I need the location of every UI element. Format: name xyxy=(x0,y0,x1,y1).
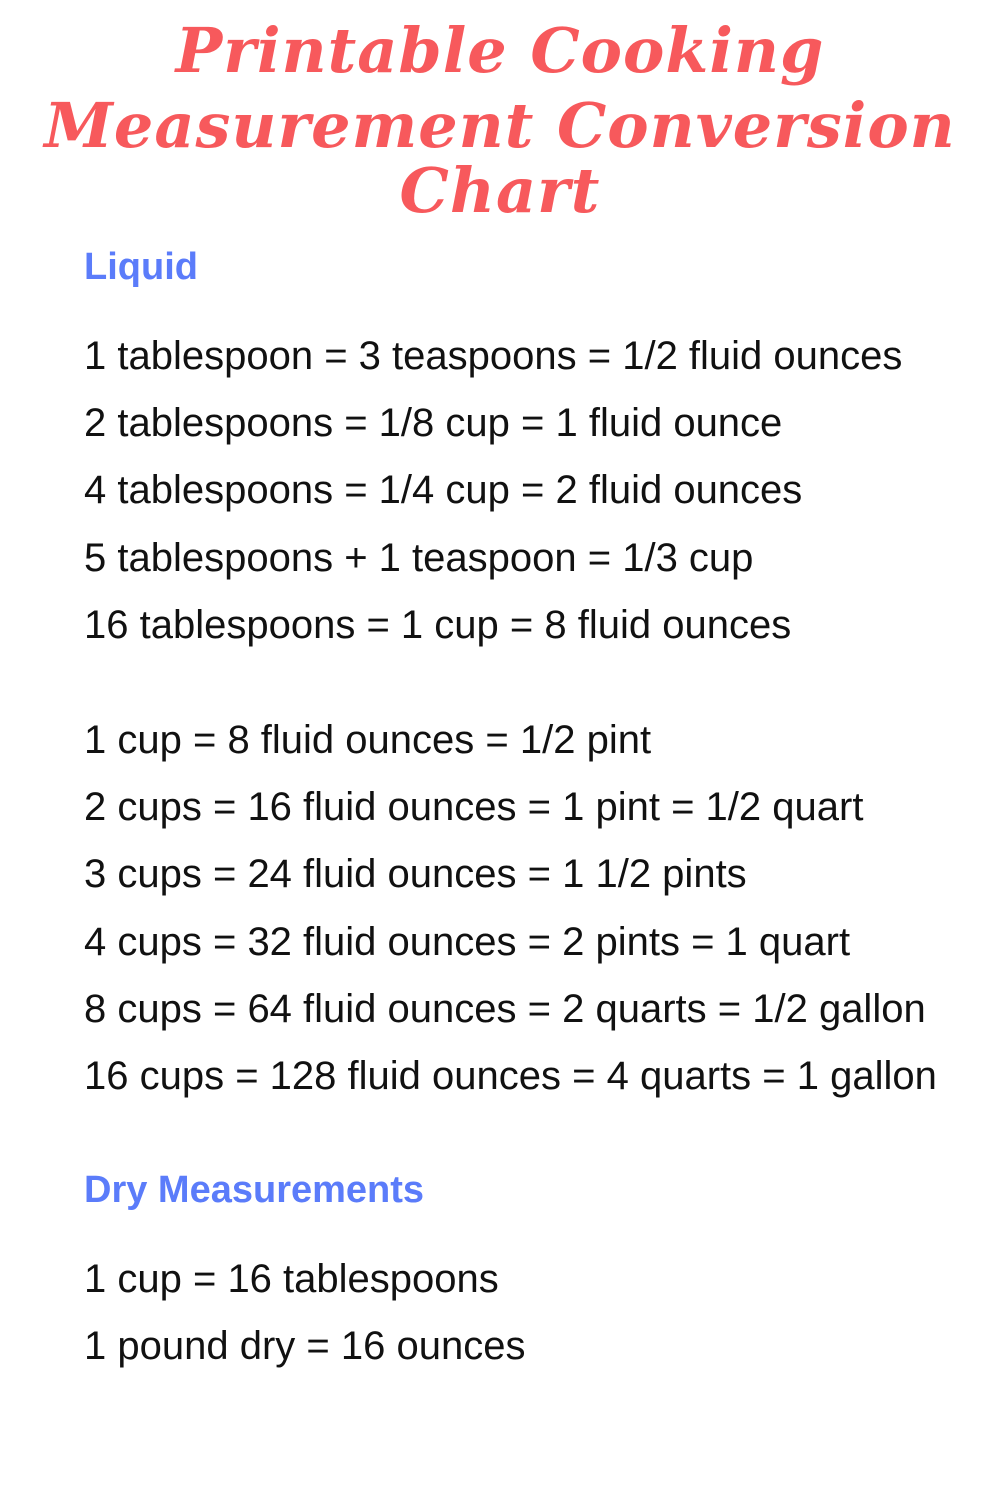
chart-content xyxy=(0,247,1000,1380)
conversion-line: 1 cup = 16 tablespoons xyxy=(84,1256,499,1301)
page-title-line-2: Measurement Conversion Chart xyxy=(44,89,956,228)
conversion-line: 8 cups = 64 fluid ounces = 2 quarts = 1/2 gallon xyxy=(84,986,926,1031)
conversion-line: 1 pound dry = 16 ounces xyxy=(84,1324,526,1369)
group-spacer xyxy=(84,659,960,707)
dry-group-1 xyxy=(84,1246,960,1380)
page-title xyxy=(0,0,1000,228)
liquid-group-1 xyxy=(84,323,960,659)
conversion-line: 5 tablespoons + 1 teaspoon = 1/3 cup xyxy=(84,535,754,580)
conversion-line: 3 cups = 24 fluid ounces = 1 1/2 pints xyxy=(84,852,747,897)
section-heading-dry-measurements: Dry Measurements xyxy=(84,1169,425,1212)
section-spacer xyxy=(84,1110,960,1164)
conversion-line: 1 tablespoon = 3 teaspoons = 1/2 fluid ounces xyxy=(84,334,903,379)
section-heading-liquid: Liquid xyxy=(84,246,198,289)
section-dry-measurements xyxy=(84,1170,960,1380)
conversion-line: 2 tablespoons = 1/8 cup = 1 fluid ounce xyxy=(84,401,783,446)
conversion-line: 16 cups = 128 fluid ounces = 4 quarts = 1 gallon xyxy=(84,1053,937,1098)
conversion-line: 2 cups = 16 fluid ounces = 1 pint = 1/2 quart xyxy=(84,785,864,830)
conversion-line: 4 tablespoons = 1/4 cup = 2 fluid ounces xyxy=(84,468,803,513)
conversion-line: 1 cup = 8 fluid ounces = 1/2 pint xyxy=(84,718,652,763)
section-liquid xyxy=(84,247,960,1110)
liquid-group-2 xyxy=(84,707,960,1110)
conversion-line: 16 tablespoons = 1 cup = 8 fluid ounces xyxy=(84,602,792,647)
conversion-line: 4 cups = 32 fluid ounces = 2 pints = 1 quart xyxy=(84,919,851,964)
page-title-line-1: Printable Cooking xyxy=(175,14,825,87)
